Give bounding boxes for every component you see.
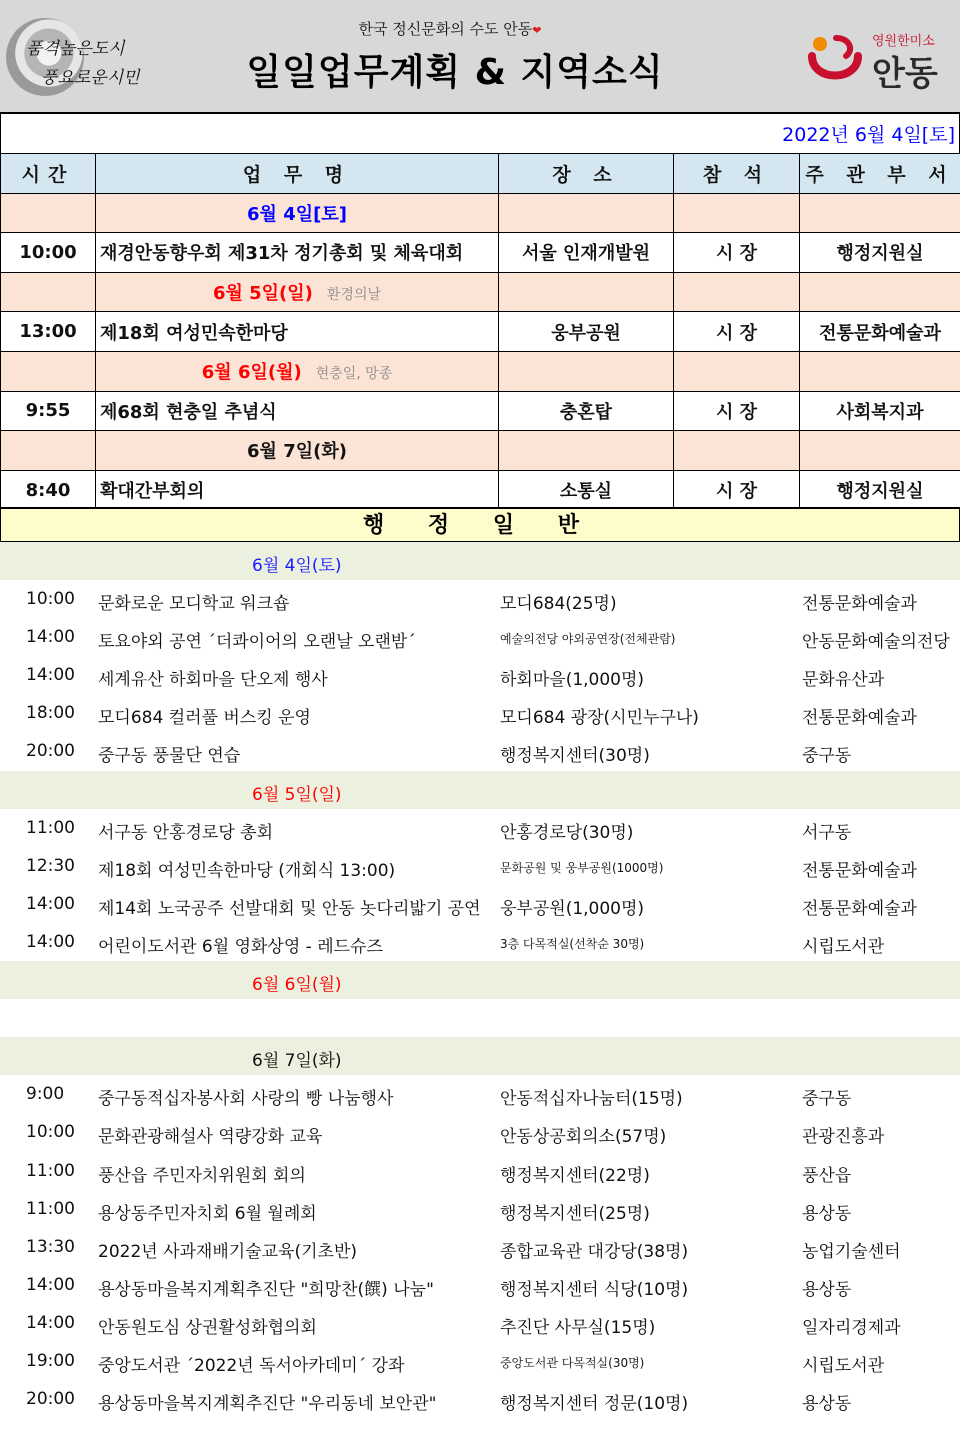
item-place: 모디684 광장(시민누구나) (500, 708, 699, 729)
day-label: 6월 4일[토] (247, 203, 347, 225)
cell-attend: 시 장 (674, 233, 800, 273)
item-task: 풍산읍 주민자치위원회 회의 (98, 1165, 306, 1186)
item-task: 용상동주민자치회 6월 월례회 (98, 1203, 317, 1224)
cell-time: 10:00 (1, 233, 96, 273)
item-place: 추진단 사무실(15명) (500, 1317, 656, 1338)
header-subtitle (0, 18, 900, 39)
day-row (1, 431, 960, 471)
item-place: 3층 다목적실(선착순 30명) (500, 936, 645, 951)
cell-time: 13:00 (1, 312, 96, 352)
cell-dept: 사회복지과 (800, 391, 960, 431)
cell-attend: 시 장 (674, 391, 800, 431)
admin-day-label: 6월 5일(일) (252, 784, 342, 805)
cell-task: 제18회 여성민속한마당 (96, 312, 499, 352)
item-dept: 중구동 (802, 1089, 852, 1110)
item-dept: 안동문화예술의전당 (802, 632, 950, 653)
item-task: 어린이도서관 6월 영화상영 - 레드슈즈 (98, 936, 383, 957)
cell-place: 서울 인재개발원 (499, 233, 674, 273)
list-item (0, 1380, 960, 1418)
admin-day-row (0, 771, 960, 809)
item-dept: 서구동 (802, 822, 852, 843)
item-task: 제14회 노국공주 선발대회 및 안동 놋다리밟기 공연 (98, 898, 481, 919)
item-task: 서구동 안홍경로당 총회 (98, 822, 274, 843)
item-dept: 전통문화예술과 (802, 594, 917, 615)
day-label: 6월 6일(월) (201, 362, 302, 384)
item-place: 행정복지센터 식당(10명) (500, 1279, 689, 1300)
item-dept: 전통문화예술과 (802, 708, 917, 729)
item-dept: 시립도서관 (802, 1355, 885, 1376)
item-time: 10:00 (26, 1122, 75, 1143)
table-row (1, 233, 960, 273)
cell-dept: 전통문화예술과 (800, 312, 960, 352)
col-header-time: 시간 (1, 154, 96, 194)
list-item (0, 1113, 960, 1151)
empty-row (0, 999, 960, 1037)
brand-tagline: 영원한미소 (872, 34, 935, 49)
item-task: 문화관광해설사 역량강화 교육 (98, 1127, 323, 1148)
list-item (0, 1304, 960, 1342)
admin-day-label: 6월 4일(토) (252, 556, 342, 576)
item-time: 18:00 (26, 703, 75, 724)
item-dept: 중구동 (802, 746, 852, 767)
slogan-line-2: 풍요로운시민 (41, 68, 140, 88)
item-time: 10:00 (26, 589, 75, 610)
cell-attend: 시 장 (674, 312, 800, 352)
admin-day-row (0, 542, 960, 580)
day-label: 6월 5일(일) (212, 283, 313, 305)
item-task: 세계유산 하회마을 단오제 행사 (98, 670, 328, 691)
item-place: 중앙도서관 다목적실(30명) (500, 1355, 645, 1370)
item-task: 토요야외 공연 ´더콰이어의 오랜날 오랜밤´ (98, 632, 416, 653)
item-dept: 용상동 (802, 1394, 852, 1415)
table-row (1, 470, 960, 510)
item-place: 안홍경로당(30명) (500, 822, 634, 843)
item-dept: 일자리경제과 (802, 1317, 901, 1338)
col-header-task: 업 무 명 (96, 154, 499, 194)
col-header-attend: 참 석 (674, 154, 800, 194)
slogan-line-1: 품격높은도시 (26, 39, 125, 59)
item-time: 14:00 (26, 893, 75, 914)
item-dept: 농업기술센터 (802, 1241, 901, 1262)
item-time: 13:30 (26, 1236, 75, 1257)
item-place: 모디684(25명) (500, 594, 617, 615)
cell-task: 제68회 현충일 추념식 (96, 391, 499, 431)
item-time: 9:00 (26, 1084, 65, 1105)
item-time: 14:00 (26, 665, 75, 686)
item-dept: 시립도서관 (802, 936, 885, 957)
day-note: 환경의날 (326, 287, 382, 304)
item-task: 2022년 사과재배기술교육(기초반) (98, 1241, 357, 1262)
item-time: 11:00 (26, 1160, 75, 1181)
brand-city: 안동 (872, 54, 938, 94)
item-task: 중구동 풍물단 연습 (98, 746, 241, 767)
list-item (0, 1266, 960, 1304)
report-date: 2022년 6월 4일[토] (782, 124, 955, 146)
item-place: 행정복지센터 정문(10명) (500, 1394, 689, 1415)
page-header (0, 0, 960, 114)
item-time: 14:00 (26, 1312, 75, 1333)
item-task: 용상동마을복지계획추진단 "희망찬(饌) 나눔" (98, 1279, 434, 1300)
list-item (0, 847, 960, 885)
item-dept: 문화유산과 (802, 670, 885, 691)
item-dept: 전통문화예술과 (802, 898, 917, 919)
list-item (0, 580, 960, 618)
cell-dept: 행정지원실 (800, 233, 960, 273)
admin-day-label: 6월 6일(월) (252, 975, 342, 996)
item-task: 용상동마을복지계획추진단 "우리동네 보안관" (98, 1394, 437, 1415)
item-task: 문화로운 모디학교 워크숍 (98, 594, 290, 615)
item-place: 행정복지센터(25명) (500, 1203, 650, 1224)
day-row (1, 272, 960, 312)
item-task: 중앙도서관 ´2022년 독서아카데미´ 강좌 (98, 1355, 405, 1376)
admin-day-row (0, 1037, 960, 1075)
item-place: 안동적십자나눔터(15명) (500, 1089, 683, 1110)
cell-place: 충혼탑 (499, 391, 674, 431)
admin-section-title: 행 정 일 반 (0, 507, 960, 542)
item-time: 11:00 (26, 1198, 75, 1219)
list-item (0, 1190, 960, 1228)
cell-task: 확대간부회의 (96, 470, 499, 510)
page-title: 일일업무계획 & 지역소식 (246, 52, 664, 93)
cell-place: 웅부공원 (499, 312, 674, 352)
item-place: 하회마을(1,000명) (500, 670, 645, 691)
list-item (0, 1342, 960, 1380)
admin-day-row (0, 961, 960, 999)
cell-time: 8:40 (1, 470, 96, 510)
andong-brand-logo (806, 26, 956, 96)
cell-time: 9:55 (1, 391, 96, 431)
item-place: 문화공원 및 웅부공원(1000명) (500, 860, 664, 875)
item-place: 행정복지센터(30명) (500, 746, 650, 767)
list-item (0, 1228, 960, 1266)
table-row (1, 312, 960, 352)
item-time: 14:00 (26, 1274, 75, 1295)
cell-attend: 시 장 (674, 470, 800, 510)
item-dept: 전통문화예술과 (802, 860, 917, 881)
cell-task: 재경안동향우회 제31차 정기총회 및 체육대회 (96, 233, 499, 273)
list-item (0, 1075, 960, 1113)
item-time: 14:00 (26, 627, 75, 648)
item-dept: 풍산읍 (802, 1165, 852, 1186)
list-item (0, 656, 960, 694)
item-dept: 용상동 (802, 1279, 852, 1300)
col-header-dept: 주 관 부 서 (800, 154, 960, 194)
andong-smile-icon (806, 30, 864, 88)
item-place: 종합교육관 대강당(38명) (500, 1241, 689, 1262)
item-time: 20:00 (26, 741, 75, 762)
col-header-place: 장 소 (499, 154, 674, 194)
item-task: 모디684 컬러풀 버스킹 운영 (98, 708, 311, 729)
item-time: 11:00 (26, 817, 75, 838)
list-item (0, 1152, 960, 1190)
item-place: 웅부공원(1,000명) (500, 898, 645, 919)
list-item (0, 694, 960, 732)
item-time: 14:00 (26, 931, 75, 952)
list-item (0, 923, 960, 961)
item-time: 20:00 (26, 1389, 75, 1410)
list-item (0, 885, 960, 923)
list-item (0, 809, 960, 847)
list-item (0, 618, 960, 656)
admin-day-label: 6월 7일(화) (252, 1051, 342, 1072)
day-label: 6월 7일(화) (247, 441, 347, 463)
table-header-row (1, 154, 960, 194)
item-task: 중구동적십자봉사회 사랑의 빵 나눔행사 (98, 1089, 394, 1110)
heart-icon: ❤ (532, 24, 542, 37)
day-note: 현충일, 망종 (315, 366, 393, 383)
item-place: 행정복지센터(22명) (500, 1165, 650, 1186)
cell-dept: 행정지원실 (800, 470, 960, 510)
item-place: 예술의전당 야외공연장(전체관람) (500, 632, 676, 647)
mayor-schedule-table (0, 153, 960, 510)
day-row (1, 351, 960, 391)
day-row (1, 193, 960, 233)
item-task: 안동원도심 상권활성화협의회 (98, 1317, 317, 1338)
item-time: 12:30 (26, 855, 75, 876)
item-task: 제18회 여성민속한마당 (개회식 13:00) (98, 860, 396, 881)
list-item (0, 732, 960, 770)
item-place: 안동상공회의소(57명) (500, 1127, 667, 1148)
report-date-bar (0, 114, 960, 153)
admin-schedule-list (0, 542, 960, 1418)
subtitle-text: 한국 정신문화의 수도 안동 (358, 20, 533, 38)
cell-place: 소통실 (499, 470, 674, 510)
item-dept: 용상동 (802, 1203, 852, 1224)
table-row (1, 391, 960, 431)
item-dept: 관광진흥과 (802, 1127, 885, 1148)
item-time: 19:00 (26, 1350, 75, 1371)
